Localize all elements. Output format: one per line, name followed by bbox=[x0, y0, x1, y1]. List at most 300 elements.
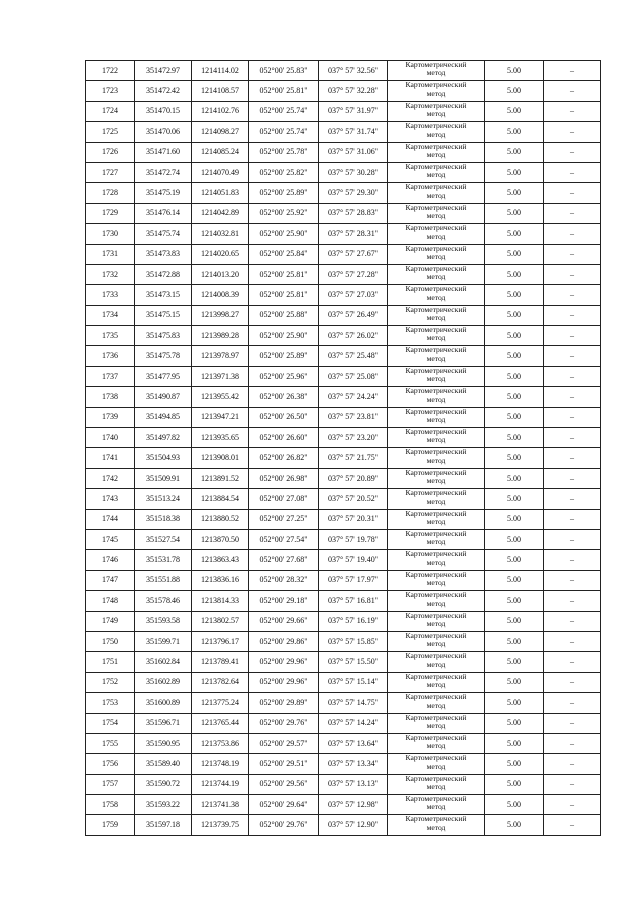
accuracy-cell: 5.00 bbox=[485, 407, 544, 427]
method-cell bbox=[388, 428, 485, 448]
table-row bbox=[86, 305, 601, 325]
method-text: Картометрический bbox=[405, 182, 467, 192]
table-row bbox=[86, 162, 601, 182]
point-number-cell: 1754 bbox=[86, 713, 135, 733]
longitude-cell: 037° 57' 26.02" bbox=[319, 326, 388, 346]
accuracy-cell: 5.00 bbox=[485, 346, 544, 366]
x-coordinate-cell: 351551.88 bbox=[135, 570, 192, 590]
accuracy-cell: 5.00 bbox=[485, 529, 544, 549]
method-text: Картометрический bbox=[405, 713, 467, 722]
method-cell bbox=[388, 203, 485, 223]
x-coordinate-cell: 351589.40 bbox=[135, 754, 192, 774]
method-cell bbox=[388, 183, 485, 203]
accuracy-cell: 5.00 bbox=[485, 122, 544, 142]
method-cell bbox=[388, 264, 485, 284]
table-row bbox=[86, 652, 601, 672]
point-number-cell: 1748 bbox=[86, 591, 135, 611]
latitude-cell: 052°00' 25.90" bbox=[249, 224, 319, 244]
method-text: Картометрический bbox=[405, 60, 467, 69]
longitude-cell: 037° 57' 32.56" bbox=[319, 61, 388, 81]
y-coordinate-cell: 1213884.54 bbox=[192, 489, 249, 509]
x-coordinate-cell: 351475.15 bbox=[135, 305, 192, 325]
method-cell bbox=[388, 693, 485, 713]
table-row bbox=[86, 448, 601, 468]
table-row bbox=[86, 183, 601, 203]
y-coordinate-cell: 1213802.57 bbox=[192, 611, 249, 631]
y-coordinate-cell: 1213955.42 bbox=[192, 387, 249, 407]
x-coordinate-cell: 351527.54 bbox=[135, 529, 192, 549]
method-text: Картометрический bbox=[405, 447, 467, 457]
method-cell bbox=[388, 611, 485, 631]
table-row bbox=[86, 346, 601, 366]
latitude-cell: 052°00' 29.89" bbox=[249, 693, 319, 713]
note-cell: – bbox=[544, 570, 601, 590]
point-number-cell: 1736 bbox=[86, 346, 135, 366]
longitude-cell: 037° 57' 28.31" bbox=[319, 224, 388, 244]
method-text: Картометрический bbox=[405, 570, 467, 579]
x-coordinate-cell: 351477.95 bbox=[135, 366, 192, 386]
x-coordinate-cell: 351596.71 bbox=[135, 713, 192, 733]
x-coordinate-cell: 351518.38 bbox=[135, 509, 192, 529]
point-number-cell: 1722 bbox=[86, 61, 135, 81]
note-cell: – bbox=[544, 815, 601, 835]
x-coordinate-cell: 351494.85 bbox=[135, 407, 192, 427]
method-text: Картометрический bbox=[405, 794, 467, 804]
table-row bbox=[86, 366, 601, 386]
method-cell bbox=[388, 733, 485, 753]
accuracy-cell: 5.00 bbox=[485, 101, 544, 121]
longitude-cell: 037° 57' 15.50" bbox=[319, 652, 388, 672]
method-text: Картометрический bbox=[405, 733, 467, 742]
y-coordinate-cell: 1213782.64 bbox=[192, 672, 249, 692]
method-cell bbox=[388, 774, 485, 794]
point-number-cell: 1758 bbox=[86, 795, 135, 815]
method-text: Картометрический bbox=[405, 284, 467, 294]
table-row bbox=[86, 428, 601, 448]
method-cell bbox=[388, 387, 485, 407]
note-cell: – bbox=[544, 631, 601, 651]
table-row bbox=[86, 285, 601, 305]
table-row bbox=[86, 122, 601, 142]
method-text: метод bbox=[426, 659, 446, 669]
method-text: Картометрический bbox=[405, 651, 467, 661]
note-cell: – bbox=[544, 468, 601, 488]
method-text: метод bbox=[426, 618, 446, 628]
method-text: метод bbox=[426, 170, 446, 180]
method-text: метод bbox=[426, 700, 446, 710]
method-text: Картометрический bbox=[405, 509, 467, 518]
note-cell: – bbox=[544, 285, 601, 305]
accuracy-cell: 5.00 bbox=[485, 285, 544, 305]
y-coordinate-cell: 1213739.75 bbox=[192, 815, 249, 835]
y-coordinate-cell: 1213744.19 bbox=[192, 774, 249, 794]
note-cell: – bbox=[544, 81, 601, 101]
method-text: метод bbox=[426, 517, 446, 526]
table-row bbox=[86, 550, 601, 570]
method-text: метод bbox=[426, 639, 446, 649]
point-number-cell: 1731 bbox=[86, 244, 135, 264]
x-coordinate-cell: 351513.24 bbox=[135, 489, 192, 509]
point-number-cell: 1728 bbox=[86, 183, 135, 203]
x-coordinate-cell: 351602.89 bbox=[135, 672, 192, 692]
longitude-cell: 037° 57' 32.28" bbox=[319, 81, 388, 101]
note-cell: – bbox=[544, 591, 601, 611]
latitude-cell: 052°00' 26.98" bbox=[249, 468, 319, 488]
x-coordinate-cell: 351470.15 bbox=[135, 101, 192, 121]
method-cell bbox=[388, 224, 485, 244]
method-cell bbox=[388, 326, 485, 346]
method-text: Картометрический bbox=[405, 345, 467, 355]
y-coordinate-cell: 1213765.44 bbox=[192, 713, 249, 733]
method-cell bbox=[388, 795, 485, 815]
method-text: метод bbox=[426, 720, 446, 730]
x-coordinate-cell: 351475.83 bbox=[135, 326, 192, 346]
table-row bbox=[86, 224, 601, 244]
method-cell bbox=[388, 672, 485, 692]
latitude-cell: 052°00' 29.57" bbox=[249, 733, 319, 753]
accuracy-cell: 5.00 bbox=[485, 795, 544, 815]
note-cell: – bbox=[544, 774, 601, 794]
longitude-cell: 037° 57' 27.67" bbox=[319, 244, 388, 264]
latitude-cell: 052°00' 25.82" bbox=[249, 162, 319, 182]
point-number-cell: 1745 bbox=[86, 529, 135, 549]
method-text: Картометрический bbox=[405, 162, 467, 171]
method-text: метод bbox=[426, 129, 446, 139]
note-cell: – bbox=[544, 224, 601, 244]
point-number-cell: 1755 bbox=[86, 733, 135, 753]
latitude-cell: 052°00' 29.64" bbox=[249, 795, 319, 815]
y-coordinate-cell: 1213891.52 bbox=[192, 468, 249, 488]
latitude-cell: 052°00' 26.38" bbox=[249, 387, 319, 407]
point-number-cell: 1739 bbox=[86, 407, 135, 427]
x-coordinate-cell: 351490.87 bbox=[135, 387, 192, 407]
y-coordinate-cell: 1214085.24 bbox=[192, 142, 249, 162]
method-text: Картометрический bbox=[405, 549, 467, 559]
method-text: Картометрический bbox=[405, 814, 467, 824]
y-coordinate-cell: 1214070.49 bbox=[192, 162, 249, 182]
x-coordinate-cell: 351475.78 bbox=[135, 346, 192, 366]
longitude-cell: 037° 57' 12.90" bbox=[319, 815, 388, 835]
accuracy-cell: 5.00 bbox=[485, 162, 544, 182]
method-text: Картометрический bbox=[405, 407, 467, 416]
point-number-cell: 1741 bbox=[86, 448, 135, 468]
x-coordinate-cell: 351597.18 bbox=[135, 815, 192, 835]
longitude-cell: 037° 57' 14.24" bbox=[319, 713, 388, 733]
longitude-cell: 037° 57' 13.64" bbox=[319, 733, 388, 753]
method-text: метод bbox=[426, 190, 446, 200]
method-cell bbox=[388, 591, 485, 611]
method-text: метод bbox=[426, 822, 446, 832]
method-cell bbox=[388, 509, 485, 529]
y-coordinate-cell: 1214042.89 bbox=[192, 203, 249, 223]
accuracy-cell: 5.00 bbox=[485, 733, 544, 753]
x-coordinate-cell: 351473.15 bbox=[135, 285, 192, 305]
latitude-cell: 052°00' 25.89" bbox=[249, 183, 319, 203]
method-text: метод bbox=[426, 496, 446, 506]
x-coordinate-cell: 351590.72 bbox=[135, 774, 192, 794]
x-coordinate-cell: 351473.83 bbox=[135, 244, 192, 264]
method-text: метод bbox=[426, 353, 446, 363]
table-row bbox=[86, 489, 601, 509]
point-number-cell: 1747 bbox=[86, 570, 135, 590]
method-text: Картометрический bbox=[405, 325, 467, 335]
note-cell: – bbox=[544, 672, 601, 692]
method-text: метод bbox=[426, 333, 446, 343]
table-row bbox=[86, 101, 601, 121]
longitude-cell: 037° 57' 21.75" bbox=[319, 448, 388, 468]
x-coordinate-cell: 351504.93 bbox=[135, 448, 192, 468]
method-text: метод bbox=[426, 109, 446, 119]
note-cell: – bbox=[544, 203, 601, 223]
point-number-cell: 1757 bbox=[86, 774, 135, 794]
method-text: Картометрический bbox=[405, 427, 467, 437]
accuracy-cell: 5.00 bbox=[485, 428, 544, 448]
method-text: метод bbox=[426, 557, 446, 567]
x-coordinate-cell: 351475.19 bbox=[135, 183, 192, 203]
accuracy-cell: 5.00 bbox=[485, 81, 544, 101]
latitude-cell: 052°00' 25.90" bbox=[249, 326, 319, 346]
longitude-cell: 037° 57' 24.24" bbox=[319, 387, 388, 407]
x-coordinate-cell: 351593.58 bbox=[135, 611, 192, 631]
method-text: Картометрический bbox=[405, 223, 467, 233]
method-text: Картометрический bbox=[405, 753, 467, 763]
method-text: метод bbox=[426, 415, 446, 425]
table-row bbox=[86, 529, 601, 549]
latitude-cell: 052°00' 29.51" bbox=[249, 754, 319, 774]
method-text: Картометрический bbox=[405, 80, 467, 90]
method-cell bbox=[388, 815, 485, 835]
point-number-cell: 1750 bbox=[86, 631, 135, 651]
table-row bbox=[86, 570, 601, 590]
y-coordinate-cell: 1214020.65 bbox=[192, 244, 249, 264]
latitude-cell: 052°00' 28.32" bbox=[249, 570, 319, 590]
method-text: метод bbox=[426, 802, 446, 812]
table-row bbox=[86, 264, 601, 284]
y-coordinate-cell: 1214102.76 bbox=[192, 101, 249, 121]
accuracy-cell: 5.00 bbox=[485, 489, 544, 509]
y-coordinate-cell: 1213775.24 bbox=[192, 693, 249, 713]
method-text: метод bbox=[426, 761, 446, 771]
note-cell: – bbox=[544, 428, 601, 448]
latitude-cell: 052°00' 25.96" bbox=[249, 366, 319, 386]
method-cell bbox=[388, 101, 485, 121]
x-coordinate-cell: 351600.89 bbox=[135, 693, 192, 713]
note-cell: – bbox=[544, 142, 601, 162]
method-text: Картометрический bbox=[405, 305, 467, 314]
x-coordinate-cell: 351602.84 bbox=[135, 652, 192, 672]
point-number-cell: 1730 bbox=[86, 224, 135, 244]
latitude-cell: 052°00' 27.54" bbox=[249, 529, 319, 549]
table-row bbox=[86, 713, 601, 733]
method-cell bbox=[388, 366, 485, 386]
method-cell bbox=[388, 631, 485, 651]
method-cell bbox=[388, 570, 485, 590]
note-cell: – bbox=[544, 244, 601, 264]
longitude-cell: 037° 57' 13.13" bbox=[319, 774, 388, 794]
point-number-cell: 1753 bbox=[86, 693, 135, 713]
point-number-cell: 1738 bbox=[86, 387, 135, 407]
y-coordinate-cell: 1214051.83 bbox=[192, 183, 249, 203]
table-row bbox=[86, 407, 601, 427]
table-row bbox=[86, 509, 601, 529]
accuracy-cell: 5.00 bbox=[485, 326, 544, 346]
method-text: Картометрический bbox=[405, 468, 467, 477]
longitude-cell: 037° 57' 17.97" bbox=[319, 570, 388, 590]
table-row bbox=[86, 815, 601, 835]
accuracy-cell: 5.00 bbox=[485, 591, 544, 611]
y-coordinate-cell: 1213836.16 bbox=[192, 570, 249, 590]
method-cell bbox=[388, 550, 485, 570]
method-text: Картометрический bbox=[405, 590, 467, 600]
y-coordinate-cell: 1214008.39 bbox=[192, 285, 249, 305]
accuracy-cell: 5.00 bbox=[485, 305, 544, 325]
accuracy-cell: 5.00 bbox=[485, 244, 544, 264]
point-number-cell: 1733 bbox=[86, 285, 135, 305]
latitude-cell: 052°00' 29.18" bbox=[249, 591, 319, 611]
accuracy-cell: 5.00 bbox=[485, 652, 544, 672]
y-coordinate-cell: 1213935.65 bbox=[192, 428, 249, 448]
method-text: метод bbox=[426, 435, 446, 445]
method-cell bbox=[388, 407, 485, 427]
latitude-cell: 052°00' 25.74" bbox=[249, 101, 319, 121]
latitude-cell: 052°00' 26.60" bbox=[249, 428, 319, 448]
longitude-cell: 037° 57' 31.97" bbox=[319, 101, 388, 121]
x-coordinate-cell: 351471.60 bbox=[135, 142, 192, 162]
method-cell bbox=[388, 122, 485, 142]
accuracy-cell: 5.00 bbox=[485, 631, 544, 651]
longitude-cell: 037° 57' 27.28" bbox=[319, 264, 388, 284]
note-cell: – bbox=[544, 122, 601, 142]
note-cell: – bbox=[544, 550, 601, 570]
note-cell: – bbox=[544, 489, 601, 509]
accuracy-cell: 5.00 bbox=[485, 550, 544, 570]
table-row bbox=[86, 611, 601, 631]
note-cell: – bbox=[544, 407, 601, 427]
longitude-cell: 037° 57' 25.48" bbox=[319, 346, 388, 366]
note-cell: – bbox=[544, 795, 601, 815]
method-cell bbox=[388, 305, 485, 325]
y-coordinate-cell: 1213971.38 bbox=[192, 366, 249, 386]
y-coordinate-cell: 1213908.01 bbox=[192, 448, 249, 468]
table-row bbox=[86, 81, 601, 101]
method-cell bbox=[388, 754, 485, 774]
note-cell: – bbox=[544, 61, 601, 81]
longitude-cell: 037° 57' 14.75" bbox=[319, 693, 388, 713]
longitude-cell: 037° 57' 28.83" bbox=[319, 203, 388, 223]
note-cell: – bbox=[544, 693, 601, 713]
latitude-cell: 052°00' 27.08" bbox=[249, 489, 319, 509]
point-number-cell: 1752 bbox=[86, 672, 135, 692]
table-row bbox=[86, 672, 601, 692]
accuracy-cell: 5.00 bbox=[485, 672, 544, 692]
table-body bbox=[86, 61, 601, 836]
y-coordinate-cell: 1213741.38 bbox=[192, 795, 249, 815]
method-text: Картометрический bbox=[405, 529, 467, 538]
longitude-cell: 037° 57' 23.81" bbox=[319, 407, 388, 427]
latitude-cell: 052°00' 29.86" bbox=[249, 631, 319, 651]
table-row bbox=[86, 142, 601, 162]
table-row bbox=[86, 774, 601, 794]
accuracy-cell: 5.00 bbox=[485, 142, 544, 162]
latitude-cell: 052°00' 25.84" bbox=[249, 244, 319, 264]
y-coordinate-cell: 1214032.81 bbox=[192, 224, 249, 244]
point-number-cell: 1742 bbox=[86, 468, 135, 488]
coordinates-table bbox=[85, 60, 601, 836]
latitude-cell: 052°00' 29.96" bbox=[249, 672, 319, 692]
method-cell bbox=[388, 652, 485, 672]
longitude-cell: 037° 57' 15.85" bbox=[319, 631, 388, 651]
x-coordinate-cell: 351470.06 bbox=[135, 122, 192, 142]
x-coordinate-cell: 351497.82 bbox=[135, 428, 192, 448]
method-cell bbox=[388, 244, 485, 264]
method-text: Картометрический bbox=[405, 264, 467, 273]
y-coordinate-cell: 1213796.17 bbox=[192, 631, 249, 651]
latitude-cell: 052°00' 25.89" bbox=[249, 346, 319, 366]
method-text: Картометрический bbox=[405, 101, 467, 110]
accuracy-cell: 5.00 bbox=[485, 468, 544, 488]
longitude-cell: 037° 57' 19.78" bbox=[319, 529, 388, 549]
y-coordinate-cell: 1214108.57 bbox=[192, 81, 249, 101]
y-coordinate-cell: 1213989.28 bbox=[192, 326, 249, 346]
point-number-cell: 1726 bbox=[86, 142, 135, 162]
table-row bbox=[86, 591, 601, 611]
latitude-cell: 052°00' 26.82" bbox=[249, 448, 319, 468]
note-cell: – bbox=[544, 754, 601, 774]
longitude-cell: 037° 57' 31.74" bbox=[319, 122, 388, 142]
latitude-cell: 052°00' 29.76" bbox=[249, 815, 319, 835]
method-text: метод bbox=[426, 313, 446, 323]
latitude-cell: 052°00' 25.74" bbox=[249, 122, 319, 142]
y-coordinate-cell: 1213947.21 bbox=[192, 407, 249, 427]
longitude-cell: 037° 57' 20.52" bbox=[319, 489, 388, 509]
note-cell: – bbox=[544, 162, 601, 182]
method-cell bbox=[388, 61, 485, 81]
y-coordinate-cell: 1214114.02 bbox=[192, 61, 249, 81]
longitude-cell: 037° 57' 27.03" bbox=[319, 285, 388, 305]
method-text: Картометрический bbox=[405, 631, 467, 640]
method-text: метод bbox=[426, 231, 446, 241]
table-row bbox=[86, 203, 601, 223]
table-row bbox=[86, 387, 601, 407]
method-text: Картометрический bbox=[405, 488, 467, 498]
accuracy-cell: 5.00 bbox=[485, 387, 544, 407]
method-text: метод bbox=[426, 598, 446, 608]
latitude-cell: 052°00' 25.81" bbox=[249, 264, 319, 284]
note-cell: – bbox=[544, 652, 601, 672]
longitude-cell: 037° 57' 20.89" bbox=[319, 468, 388, 488]
method-cell bbox=[388, 81, 485, 101]
y-coordinate-cell: 1214098.27 bbox=[192, 122, 249, 142]
longitude-cell: 037° 57' 16.19" bbox=[319, 611, 388, 631]
method-text: Картометрический bbox=[405, 774, 467, 783]
x-coordinate-cell: 351590.95 bbox=[135, 733, 192, 753]
accuracy-cell: 5.00 bbox=[485, 509, 544, 529]
point-number-cell: 1724 bbox=[86, 101, 135, 121]
longitude-cell: 037° 57' 29.30" bbox=[319, 183, 388, 203]
accuracy-cell: 5.00 bbox=[485, 61, 544, 81]
longitude-cell: 037° 57' 31.06" bbox=[319, 142, 388, 162]
x-coordinate-cell: 351472.97 bbox=[135, 61, 192, 81]
note-cell: – bbox=[544, 366, 601, 386]
latitude-cell: 052°00' 27.25" bbox=[249, 509, 319, 529]
longitude-cell: 037° 57' 19.40" bbox=[319, 550, 388, 570]
accuracy-cell: 5.00 bbox=[485, 264, 544, 284]
method-text: метод bbox=[426, 394, 446, 404]
method-text: метод bbox=[426, 211, 446, 221]
method-text: Картометрический bbox=[405, 203, 467, 212]
longitude-cell: 037° 57' 13.34" bbox=[319, 754, 388, 774]
method-text: метод bbox=[426, 292, 446, 302]
